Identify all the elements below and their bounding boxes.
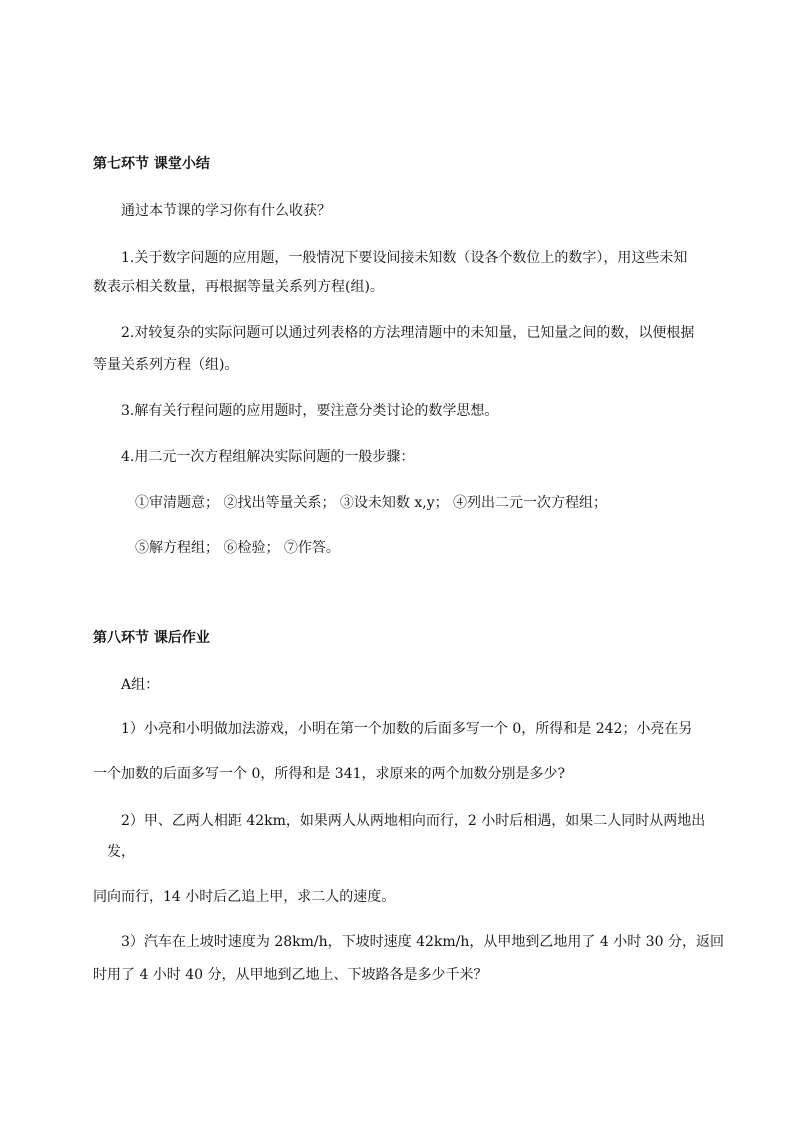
section8-q2-line1: 2）甲、乙两人相距 42km，如果两人从两地相向而行，2 小时后相遇，如果二人同时从两地出 [121, 813, 706, 829]
section7-item4: 4.用二元一次方程组解决实际问题的一般步骤： [121, 449, 415, 465]
section7-item1-line1: 1.关于数字问题的应用题，一般情况下要设间接未知数（设各个数位上的数字），用这些未知 [121, 250, 688, 266]
section8-heading: 第八环节 课后作业 [93, 630, 210, 646]
section8-q2-line3: 同向而行，14 小时后乙追上甲，求二人的速度。 [93, 889, 396, 905]
section7-intro: 通过本节课的学习你有什么收获？ [121, 203, 331, 219]
section7-steps-line1: ①审清题意； ②找出等量关系； ③设未知数 x,y； ④列出二元一次方程组； [135, 495, 608, 511]
section7-item2-line1: 2.对较复杂的实际问题可以通过列表格的方法理清题中的未知量，已知量之间的数，以便根据 [121, 325, 695, 341]
section7-item1-line2: 数表示相关数量，再根据等量关系列方程(组)。 [93, 279, 384, 295]
section7-item3: 3.解有关行程问题的应用题时，要注意分类讨论的数学思想。 [121, 403, 499, 419]
section7-item2-line2: 等量关系列方程（组)。 [93, 357, 239, 373]
section8-group-label: A组： [121, 677, 160, 693]
section8-q3-line1: 3）汽车在上坡时速度为 28km/h，下坡时速度 42km/h，从甲地到乙地用了 4 小时 30 分，返回 [121, 934, 724, 950]
section8-q1-line2: 一个加数的后面多写一个 0，所得和是 341，求原来的两个加数分别是多少? [93, 766, 566, 782]
section8-q1-line1: 1）小亮和小明做加法游戏，小明在第一个加数的后面多写一个 0，所得和是 242；小亮在另 [121, 721, 693, 737]
section7-steps-line2: ⑤解方程组； ⑥检验； ⑦作答。 [135, 540, 340, 556]
section8-q3-line2: 时用了 4 小时 40 分，从甲地到乙地上、下坡路各是多少千米？ [93, 967, 488, 983]
section8-q2-line2: 发， [107, 844, 135, 860]
section7-heading: 第七环节 课堂小结 [93, 156, 210, 172]
